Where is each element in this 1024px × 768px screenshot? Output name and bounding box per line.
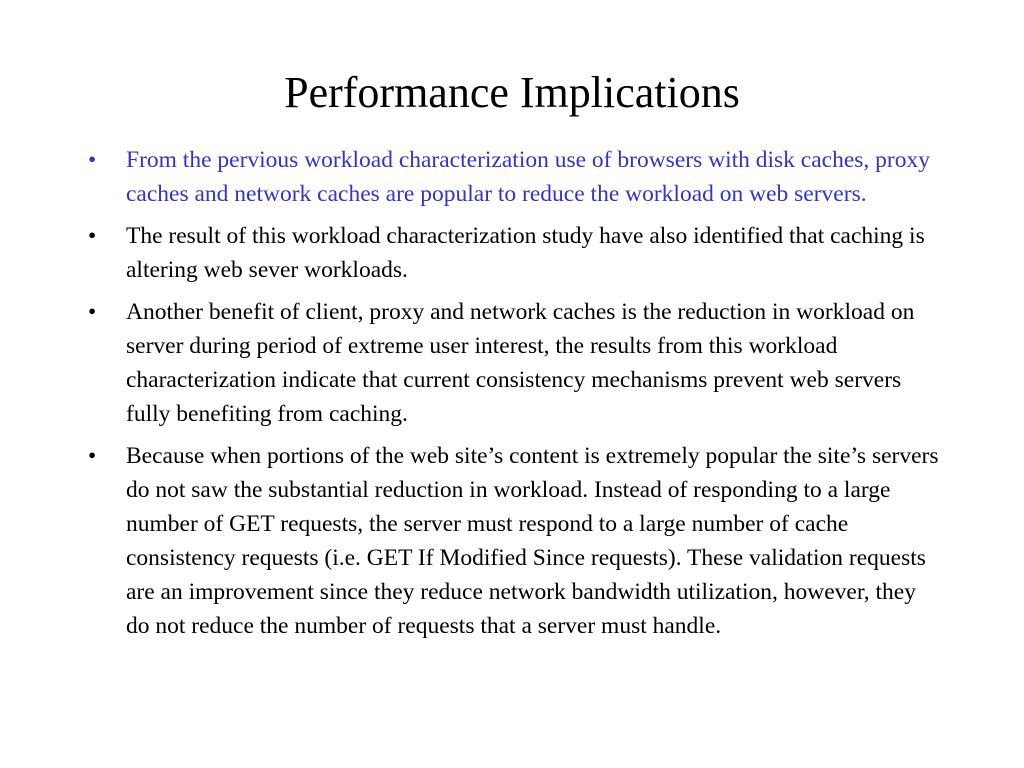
bullet-list bbox=[82, 143, 942, 651]
bullet-text-1: From the pervious workload characterization use of browsers with disk caches, proxy caches and network caches are popular to reduce the workload on web servers. bbox=[126, 147, 930, 207]
bullet-text-4: Because when portions of the web site’s content is extremely popular the site’s servers do not saw the substantial reduction in workload. Instead of responding to a large number of GET requests, the server must respond to a large number of cache consistency requests (i.e. GET If Modified Since requests). These validation requests are an improvement since they reduce network bandwidth utilization, however, they do not reduce the number of requests that a server must handle. bbox=[126, 443, 939, 639]
bullet-item-1 bbox=[82, 143, 942, 211]
bullet-item-4 bbox=[82, 439, 942, 643]
bullet-icon: • bbox=[88, 299, 97, 325]
bullet-icon: • bbox=[88, 443, 97, 469]
slide-title: Performance Implications bbox=[284, 68, 740, 117]
bullet-text-2: The result of this workload characterization study have also identified that caching is altering web sever workloads. bbox=[126, 223, 925, 283]
bullet-item-2 bbox=[82, 219, 942, 287]
bullet-item-3 bbox=[82, 295, 942, 431]
bullet-icon: • bbox=[88, 223, 97, 249]
bullet-text-3: Another benefit of client, proxy and network caches is the reduction in workload on server during period of extreme user interest, the results from this workload characterization indicate that current consistency mechanisms prevent web servers fully benefiting from caching. bbox=[126, 299, 915, 427]
bullet-icon: • bbox=[88, 147, 97, 173]
